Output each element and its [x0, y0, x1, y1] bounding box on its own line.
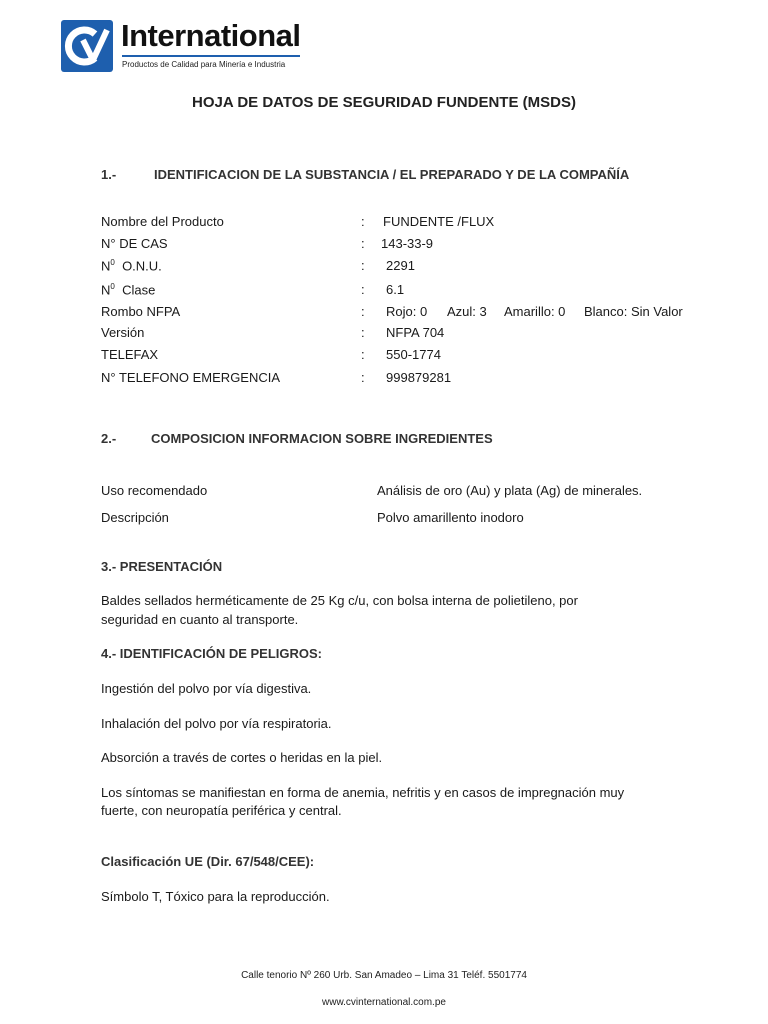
- section1-title: IDENTIFICACION DE LA SUBSTANCIA / EL PREPARADO Y DE LA COMPAÑÍA: [154, 167, 630, 182]
- presentation-line1: Baldes sellados herméticamente de 25 Kg c/u, con bolsa interna de polietileno, por: [101, 593, 578, 608]
- description-label: Descripción: [101, 510, 169, 525]
- row-label: N° DE CAS: [101, 236, 168, 251]
- row-colon: :: [361, 282, 365, 297]
- nfpa-amarillo: Amarillo: 0: [504, 304, 566, 319]
- row-value: 6.1: [386, 282, 405, 297]
- logo-name: International: [121, 18, 301, 53]
- logo-underline: [122, 55, 300, 57]
- row-value: 143-33-9: [381, 236, 434, 251]
- row-colon: :: [361, 236, 365, 251]
- row-label: TELEFAX: [101, 347, 159, 362]
- row-label: N° TELEFONO EMERGENCIA: [101, 370, 281, 385]
- symptoms-line2: fuerte, con neuropatía periférica y central.: [101, 803, 342, 818]
- logo-tagline: Productos de Calidad para Minería e Industria: [122, 60, 286, 69]
- row-colon: :: [361, 347, 365, 362]
- row-value: FUNDENTE /FLUX: [383, 214, 495, 229]
- usage-value: Análisis de oro (Au) y plata (Ag) de minerales.: [377, 483, 643, 498]
- hazard-ingestion: Ingestión del polvo por vía digestiva.: [101, 681, 312, 696]
- row-value: 999879281: [386, 370, 452, 385]
- usage-label: Uso recomendado: [101, 483, 208, 498]
- section2-title: COMPOSICION INFORMACION SOBRE INGREDIENTES: [151, 431, 493, 446]
- footer-website[interactable]: www.cvinternational.com.pe: [322, 997, 446, 1008]
- section1-number: 1.-: [101, 167, 117, 182]
- presentation-line2: seguridad en cuanto al transporte.: [101, 612, 299, 627]
- footer-address: Calle tenorio Nº 260 Urb. San Amadeo – Lima 31 Teléf. 5501774: [241, 970, 527, 981]
- row-label: Nombre del Producto: [101, 214, 224, 229]
- row-label: $N^0$ Clase: [101, 282, 156, 298]
- cv-logo-icon: [61, 20, 113, 72]
- nfpa-azul: Azul: 3: [447, 304, 487, 319]
- row-label: Versión: [101, 325, 145, 340]
- nfpa-blanco: Blanco: Sin Valor: [584, 304, 683, 319]
- row-label: Rombo NFPA: [101, 304, 181, 319]
- row-value: NFPA 704: [386, 325, 445, 340]
- row-value: 550-1774: [386, 347, 441, 362]
- classification-text: Símbolo T, Tóxico para la reproducción.: [101, 889, 330, 904]
- document-title: HOJA DE DATOS DE SEGURIDAD FUNDENTE (MSDS): [192, 94, 576, 111]
- hazard-inhalation: Inhalación del polvo por vía respiratoria.: [101, 716, 332, 731]
- row-colon: :: [361, 258, 365, 273]
- row-label: $N^0$ O.N.U.: [101, 258, 162, 274]
- row-colon: :: [361, 325, 365, 340]
- description-value: Polvo amarillento inodoro: [377, 510, 524, 525]
- section2-number: 2.-: [101, 431, 117, 446]
- hazard-absorption: Absorción a través de cortes o heridas en la piel.: [101, 750, 383, 765]
- nfpa-rojo: Rojo: 0: [386, 304, 428, 319]
- row-colon: :: [361, 370, 365, 385]
- section4-title: 4.- IDENTIFICACIÓN DE PELIGROS:: [101, 646, 323, 661]
- row-colon: :: [361, 304, 365, 319]
- section3-title: 3.- PRESENTACIÓN: [101, 559, 223, 574]
- symptoms-line1: Los síntomas se manifiestan en forma de anemia, nefritis y en casos de impregnación muy: [101, 785, 625, 800]
- row-value: 2291: [386, 258, 415, 273]
- classification-title: Clasificación UE (Dir. 67/548/CEE):: [101, 854, 315, 869]
- row-colon: :: [361, 214, 365, 229]
